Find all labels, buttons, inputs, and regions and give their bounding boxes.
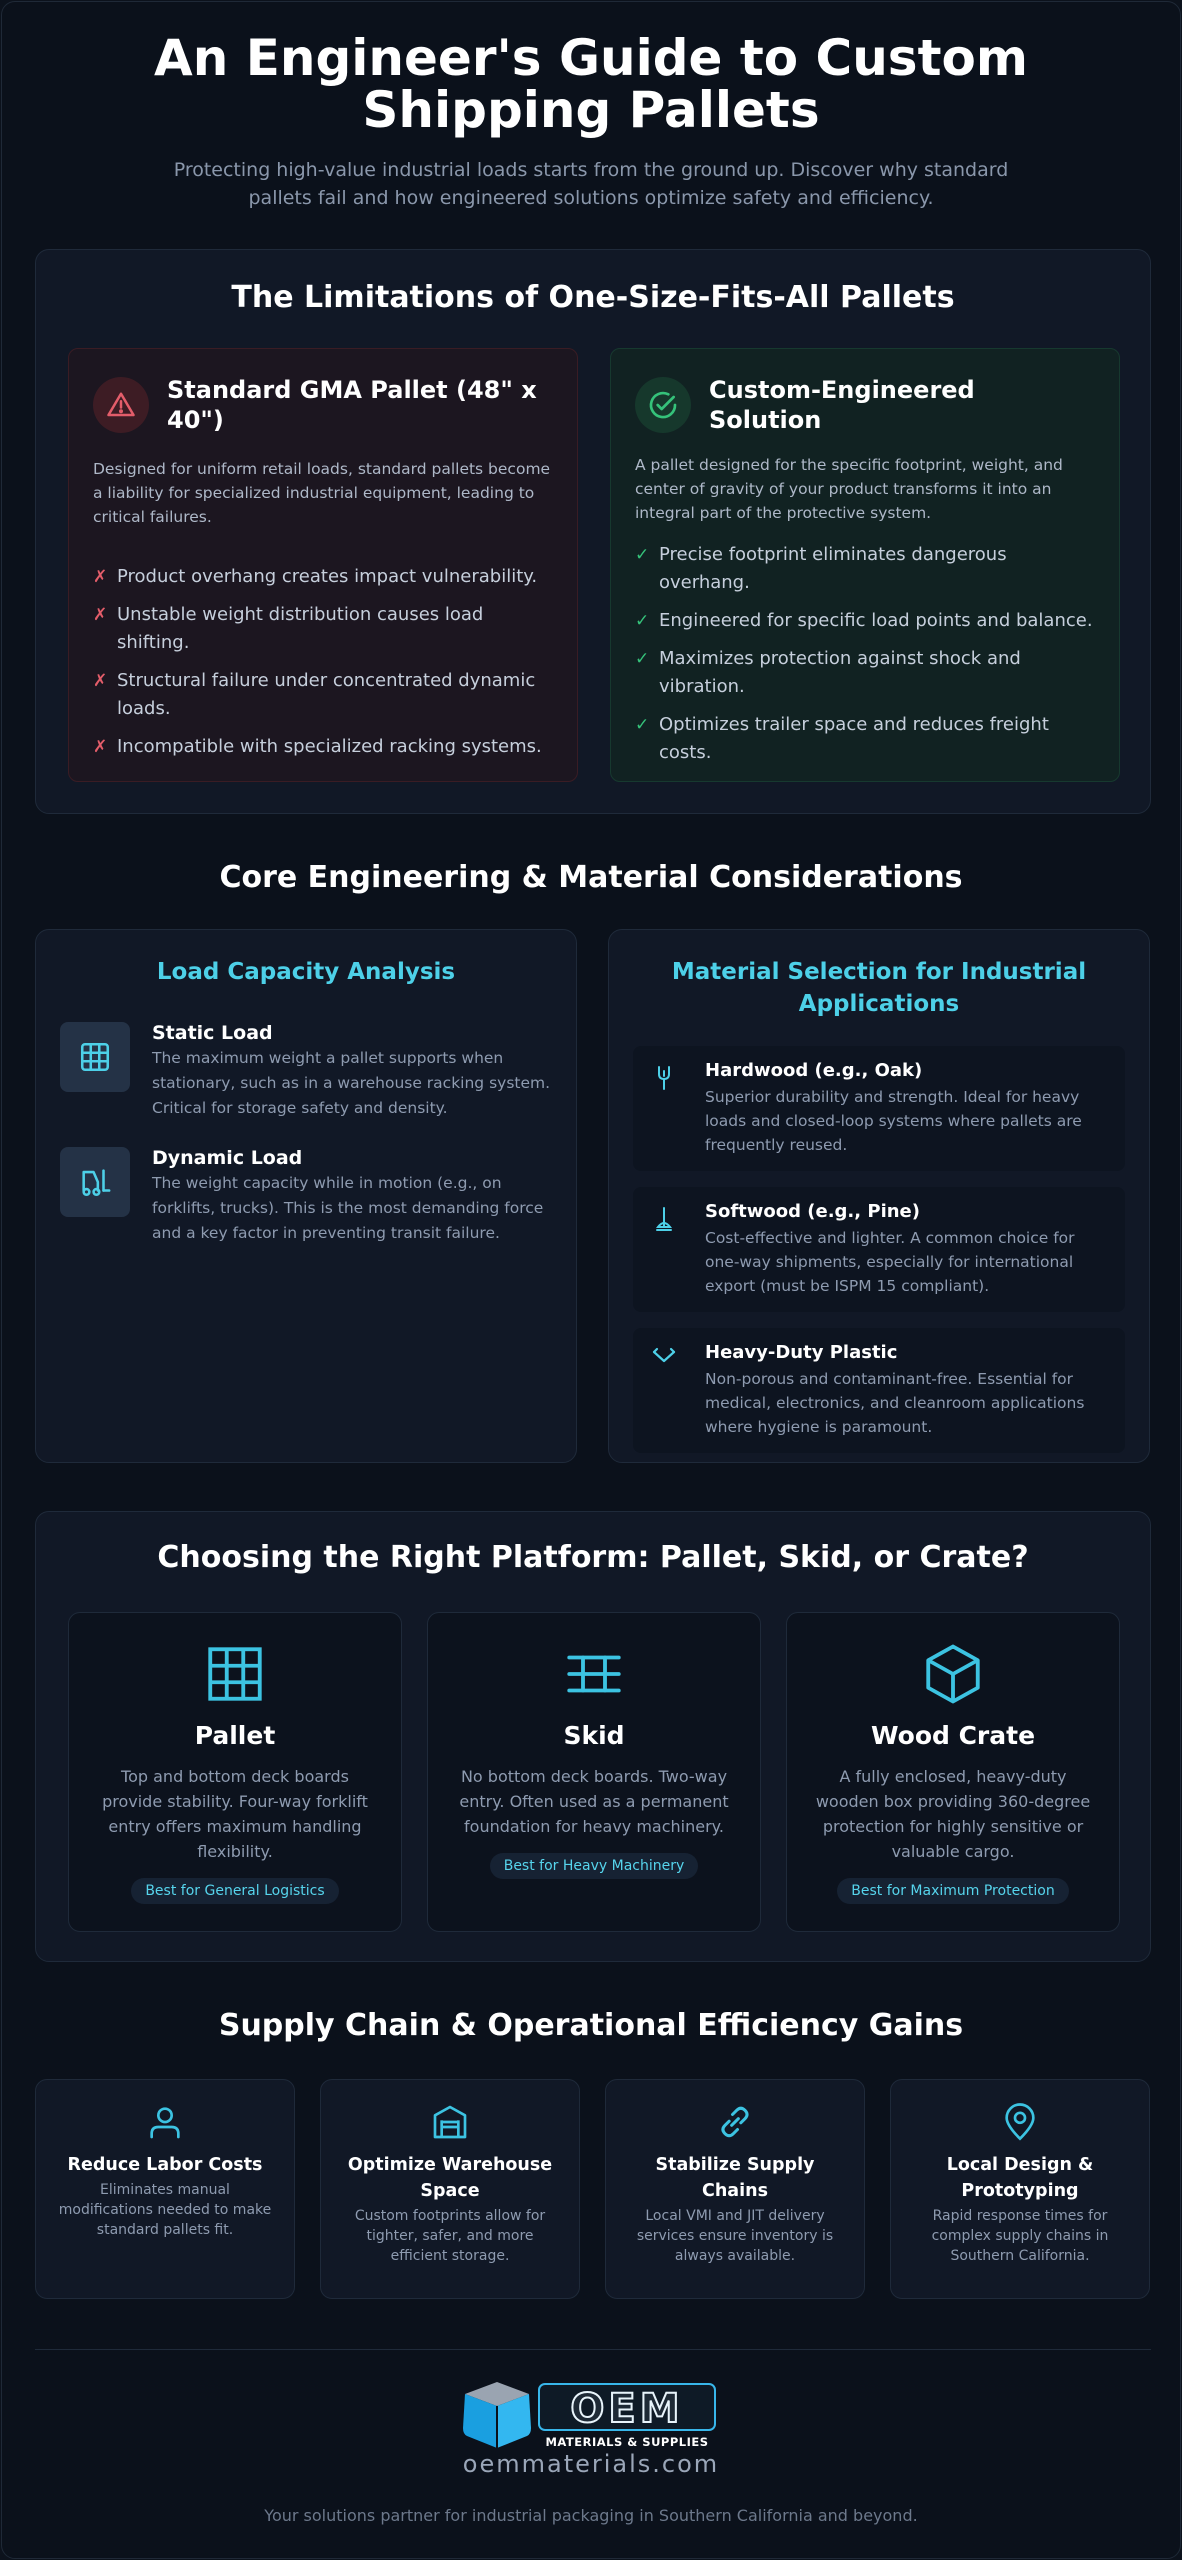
standard-pallet-description: Designed for uniform retail loads, standard pallets become a liability for specialized industrial equipment, leading to critical failures. bbox=[93, 460, 551, 526]
pallet-title: Pallet bbox=[194, 1721, 276, 1750]
material-selection-card bbox=[608, 929, 1150, 1463]
skid-card bbox=[427, 1612, 761, 1932]
gain-card-labor bbox=[35, 2079, 295, 2299]
standard-pallet-list bbox=[93, 563, 553, 761]
gains-section-title: Supply Chain & Operational Efficiency Gains bbox=[218, 2008, 964, 2043]
warehouse-icon bbox=[321, 2102, 579, 2142]
limitations-section bbox=[35, 249, 1151, 814]
softwood-title: Softwood (e.g., Pine) bbox=[705, 1201, 920, 1222]
crate-tag: Best for Maximum Protection bbox=[837, 1878, 1068, 1904]
list-item: ✗ Product overhang creates impact vulnerability. bbox=[93, 566, 538, 587]
gain-text: Rapid response times for complex supply chains in Southern California. bbox=[931, 2208, 1109, 2264]
standard-pallet-title: Standard GMA Pallet (48" x 40") bbox=[167, 376, 537, 434]
list-item bbox=[633, 1187, 1125, 1312]
grid-icon bbox=[60, 1022, 130, 1092]
list-item bbox=[60, 1022, 552, 1121]
website-url[interactable]: oemmaterials.com bbox=[462, 2450, 720, 2478]
softwood-text: Cost-effective and lighter. A common choice for one-way shipments, especially for international export (must be ISPM 15 compliant). bbox=[705, 1229, 1075, 1295]
warning-icon bbox=[93, 377, 149, 433]
check-circle-icon bbox=[635, 377, 691, 433]
platform-title: Choosing the Right Platform: Pallet, Skid, or Crate? bbox=[157, 1540, 1029, 1575]
list-item bbox=[633, 1046, 1125, 1171]
company-logo bbox=[2, 2378, 1180, 2452]
dynamic-load-text: The weight capacity while in motion (e.g., on forklifts, trucks). This is the most demanding force and a key factor in preventing transit failure. bbox=[152, 1174, 544, 1242]
svg-text:OEM: OEM bbox=[570, 2386, 684, 2432]
gain-text: Eliminates manual modifications needed to make standard pallets fit. bbox=[58, 2182, 272, 2238]
skid-tag: Best for Heavy Machinery bbox=[490, 1853, 699, 1879]
person-icon bbox=[36, 2102, 294, 2142]
hero-header bbox=[2, 2, 1180, 212]
svg-text:MATERIALS & SUPPLIES: MATERIALS & SUPPLIES bbox=[545, 2435, 709, 2449]
hardwood-text: Superior durability and strength. Ideal for heavy loads and closed-loop systems where pallets are frequently reused. bbox=[705, 1088, 1082, 1154]
list-item: ✗ Incompatible with specialized racking systems. bbox=[93, 736, 542, 757]
gain-text: Custom footprints allow for tighter, safer, and more efficient storage. bbox=[354, 2208, 546, 2264]
crate-text: A fully enclosed, heavy-duty wooden box providing 360-degree protection for highly sensitive or valuable cargo. bbox=[815, 1767, 1091, 1861]
list-item bbox=[60, 1147, 552, 1246]
pallet-text: Top and bottom deck boards provide stability. Four-way forklift entry offers maximum handling flexibility. bbox=[102, 1767, 368, 1861]
custom-solution-card bbox=[610, 348, 1120, 782]
hardwood-icon bbox=[647, 1060, 681, 1157]
platform-section bbox=[35, 1511, 1151, 1962]
custom-solution-title: Custom-Engineered Solution bbox=[709, 376, 975, 434]
custom-solution-list bbox=[635, 541, 1095, 767]
gain-title: Reduce Labor Costs bbox=[67, 2155, 263, 2175]
gain-title: Stabilize Supply Chains bbox=[655, 2155, 815, 2201]
skid-text: No bottom deck boards. Two-way entry. Often used as a permanent foundation for heavy machinery. bbox=[459, 1767, 729, 1836]
material-selection-title: Material Selection for Industrial Applications bbox=[671, 959, 1087, 1017]
plastic-title: Heavy-Duty Plastic bbox=[705, 1342, 898, 1363]
standard-pallet-card bbox=[68, 348, 578, 782]
list-item: ✓ Maximizes protection against shock and vibration. bbox=[635, 648, 1021, 697]
infographic-page bbox=[1, 1, 1181, 2559]
gain-text: Local VMI and JIT delivery services ensure inventory is always available. bbox=[636, 2208, 834, 2264]
list-item bbox=[633, 1328, 1125, 1453]
skid-icon bbox=[428, 1641, 760, 1707]
static-load-title: Static Load bbox=[152, 1022, 273, 1044]
gain-title: Local Design & Prototyping bbox=[946, 2155, 1094, 2201]
pallet-card bbox=[68, 1612, 402, 1932]
footer-tagline: Your solutions partner for industrial packaging in Southern California and beyond. bbox=[264, 2506, 918, 2525]
footer-divider bbox=[35, 2349, 1151, 2350]
list-item: ✓ Optimizes trailer space and reduces freight costs. bbox=[635, 714, 1049, 763]
gain-title: Optimize Warehouse Space bbox=[347, 2155, 553, 2201]
forklift-icon bbox=[60, 1147, 130, 1217]
crate-title: Wood Crate bbox=[870, 1721, 1036, 1750]
page-subtitle: Protecting high-value industrial loads starts from the ground up. Discover why standard pallets fail and how engineered solutions optimize safety and efficiency. bbox=[173, 159, 1009, 209]
plastic-text: Non-porous and contaminant-free. Essential for medical, electronics, and cleanroom applications where hygiene is paramount. bbox=[705, 1370, 1085, 1436]
pallet-icon bbox=[69, 1641, 401, 1707]
core-section-title: Core Engineering & Material Considerations bbox=[219, 860, 963, 895]
plastic-icon bbox=[647, 1342, 681, 1439]
list-item: ✗ Unstable weight distribution causes load shifting. bbox=[93, 604, 484, 653]
gain-card-local bbox=[890, 2079, 1150, 2299]
gain-card-warehouse bbox=[320, 2079, 580, 2299]
list-item: ✓ Engineered for specific load points and balance. bbox=[635, 610, 1093, 631]
crate-card bbox=[786, 1612, 1120, 1932]
load-capacity-title: Load Capacity Analysis bbox=[156, 959, 456, 985]
location-pin-icon bbox=[891, 2102, 1149, 2142]
list-item: ✓ Precise footprint eliminates dangerous overhang. bbox=[635, 544, 1007, 593]
dynamic-load-title: Dynamic Load bbox=[152, 1147, 303, 1169]
crate-icon bbox=[787, 1641, 1119, 1707]
hardwood-title: Hardwood (e.g., Oak) bbox=[705, 1060, 923, 1081]
static-load-text: The maximum weight a pallet supports when stationary, such as in a warehouse racking system. Critical for storage safety and density. bbox=[152, 1049, 551, 1117]
oem-logo-mark bbox=[461, 2378, 721, 2452]
list-item: ✗ Structural failure under concentrated dynamic loads. bbox=[93, 670, 536, 719]
link-icon bbox=[606, 2102, 864, 2142]
pallet-tag: Best for General Logistics bbox=[131, 1878, 338, 1904]
page-title: An Engineer's Guide to Custom Shipping Pallets bbox=[154, 29, 1028, 139]
limitations-title: The Limitations of One-Size-Fits-All Pallets bbox=[231, 280, 955, 315]
gain-card-supply bbox=[605, 2079, 865, 2299]
custom-solution-description: A pallet designed for the specific footprint, weight, and center of gravity of your product transforms it into an integral part of the protective system. bbox=[635, 456, 1063, 522]
softwood-icon bbox=[647, 1201, 681, 1298]
skid-title: Skid bbox=[563, 1721, 625, 1750]
load-capacity-card bbox=[35, 929, 577, 1463]
